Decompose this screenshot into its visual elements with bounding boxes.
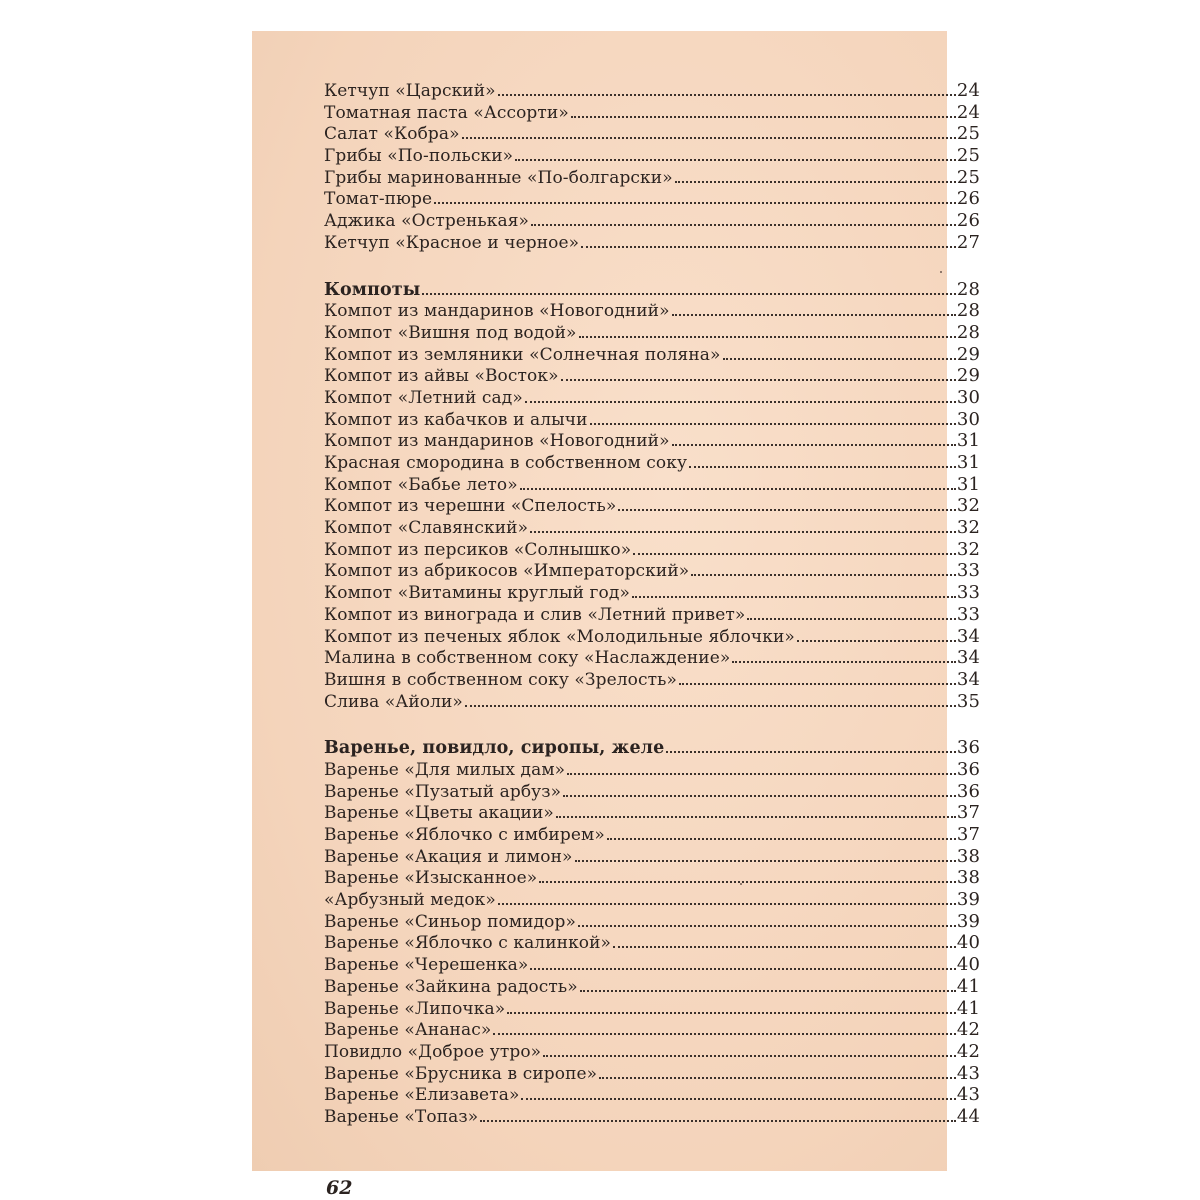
entry-title: Компот из винограда и слив «Летний привет» — [324, 604, 746, 625]
entry-title: Компот из мандаринов «Новогодний» — [324, 431, 670, 452]
dot-leader — [633, 553, 956, 555]
entry-page-number: 25 — [956, 166, 980, 188]
toc-entry — [324, 387, 980, 409]
entry-page-number: 32 — [956, 538, 980, 560]
toc-section-heading — [324, 737, 980, 759]
entry-page-number: 40 — [956, 954, 980, 976]
entry-title: Компот из кабачков и алычи — [324, 409, 588, 430]
dot-leader — [580, 990, 956, 992]
dot-leader — [732, 661, 956, 663]
entry-title: Варенье «Липочка» — [324, 998, 506, 1019]
toc-entry — [324, 647, 980, 669]
toc-entry — [324, 344, 980, 366]
entry-page-number: 29 — [956, 365, 980, 387]
dot-leader — [672, 314, 956, 316]
entry-title: Компот «Витамины круглый год» — [324, 583, 630, 604]
entry-page-number: 39 — [956, 910, 980, 932]
entry-title: Варенье «Синьор помидор» — [324, 911, 576, 932]
dot-leader — [434, 202, 956, 204]
dot-leader — [672, 444, 956, 446]
dot-leader — [422, 293, 956, 295]
entry-page-number: 25 — [956, 145, 980, 167]
entry-page-number: 32 — [956, 517, 980, 539]
toc-entry — [324, 669, 980, 691]
dot-leader — [689, 466, 956, 468]
toc-entry — [324, 300, 980, 322]
entry-title: Компот из печеных яблок «Молодильные яблочки» — [324, 626, 795, 647]
print-speck — [740, 883, 742, 885]
dot-leader — [691, 574, 956, 576]
entry-title: Томатная паста «Ассорти» — [324, 102, 569, 123]
toc-section — [324, 737, 980, 1127]
entry-page-number: 33 — [956, 560, 980, 582]
entry-title: Компот из персиков «Солнышко» — [324, 539, 632, 560]
entry-title: Салат «Кобра» — [324, 124, 460, 145]
entry-page-number: 36 — [956, 758, 980, 780]
entry-page-number: 33 — [956, 582, 980, 604]
dot-leader — [607, 838, 956, 840]
toc-entry — [324, 604, 980, 626]
entry-title: Грибы «По-польски» — [324, 146, 514, 167]
entry-title: Варенье «Цветы акации» — [324, 803, 554, 824]
toc-entry — [324, 365, 980, 387]
entry-page-number: 31 — [956, 430, 980, 452]
entry-page-number: 24 — [956, 101, 980, 123]
dot-leader — [556, 816, 956, 818]
entry-page-number: 43 — [956, 1084, 980, 1106]
dot-leader — [723, 358, 956, 360]
entry-title: Компот «Бабье лето» — [324, 474, 518, 495]
toc-entry — [324, 781, 980, 803]
entry-page-number: 25 — [956, 123, 980, 145]
page-number: 62 — [326, 1177, 353, 1199]
entry-title: Варенье «Топаз» — [324, 1106, 479, 1127]
entry-page-number: 42 — [956, 1040, 980, 1062]
entry-title: Грибы маринованные «По-болгарски» — [324, 167, 673, 188]
entry-page-number: 34 — [956, 647, 980, 669]
dot-leader — [520, 488, 956, 490]
dot-leader — [480, 1120, 956, 1122]
toc-entry — [324, 889, 980, 911]
dot-leader — [530, 968, 955, 970]
toc-entry — [324, 691, 980, 713]
toc-entry — [324, 759, 980, 781]
toc-entry — [324, 867, 980, 889]
entry-page-number: 36 — [956, 737, 980, 759]
dot-leader — [679, 683, 956, 685]
toc-entry — [324, 102, 980, 124]
toc-entry — [324, 1019, 980, 1041]
entry-page-number: 38 — [956, 867, 980, 889]
entry-page-number: 33 — [956, 603, 980, 625]
toc-entry — [324, 167, 980, 189]
toc-entry — [324, 802, 980, 824]
toc-entry — [324, 626, 980, 648]
entry-title: Варенье «Брусника в сиропе» — [324, 1063, 598, 1084]
dot-leader — [561, 379, 956, 381]
book-page — [252, 31, 980, 1199]
toc-entry — [324, 846, 980, 868]
entry-page-number: 30 — [956, 408, 980, 430]
dot-leader — [599, 1077, 956, 1079]
entry-page-number: 44 — [956, 1105, 980, 1127]
entry-page-number: 31 — [956, 452, 980, 473]
entry-title: Варенье «Акация и лимон» — [324, 846, 573, 867]
dot-leader — [797, 640, 956, 642]
toc-entry — [324, 932, 980, 954]
toc-entry — [324, 998, 980, 1020]
entry-title: Томат-пюре — [324, 189, 433, 210]
toc-entry — [324, 1063, 980, 1085]
entry-page-number: 41 — [956, 975, 980, 997]
dot-leader — [498, 94, 956, 96]
toc-entry — [324, 210, 980, 232]
entry-title: Компот «Летний сад» — [324, 387, 523, 408]
entry-title: «Арбузный медок» — [324, 890, 496, 911]
section-title: Варенье, повидло, сиропы, желе — [324, 738, 665, 759]
dot-leader — [632, 596, 956, 598]
toc-entry — [324, 322, 980, 344]
dot-leader — [579, 336, 956, 338]
toc-entry — [324, 1084, 980, 1106]
entry-page-number: 28 — [956, 300, 980, 322]
entry-title: Кетчуп «Красное и черное» — [324, 232, 580, 253]
entry-page-number: 28 — [956, 321, 980, 343]
dot-leader — [571, 116, 956, 118]
toc-entry — [324, 582, 980, 604]
toc-section — [324, 279, 980, 713]
dot-leader — [567, 773, 956, 775]
entry-title: Кетчуп «Царский» — [324, 81, 496, 101]
entry-page-number: 40 — [956, 932, 980, 954]
dot-leader — [531, 224, 956, 226]
dot-leader — [613, 946, 956, 948]
entry-title: Вишня в собственном соку «Зрелость» — [324, 669, 677, 690]
entry-page-number: 31 — [956, 473, 980, 495]
dot-leader — [539, 881, 956, 883]
dot-leader — [493, 1033, 956, 1035]
toc-entry — [324, 560, 980, 582]
entry-page-number: 39 — [956, 889, 980, 911]
toc-entry — [324, 123, 980, 145]
table-of-contents — [324, 80, 980, 1128]
entry-title: Варенье «Черешенка» — [324, 955, 529, 976]
dot-leader — [530, 531, 956, 533]
entry-title: Варенье «Пузатый арбуз» — [324, 781, 562, 802]
entry-title: Варенье «Яблочко с калинкой» — [324, 933, 612, 954]
entry-title: Варенье «Яблочко с имбирем» — [324, 825, 605, 845]
dot-leader — [590, 423, 956, 425]
toc-section — [324, 80, 980, 254]
entry-title: Малина в собственном соку «Наслаждение» — [324, 648, 731, 669]
toc-entry — [324, 1106, 980, 1128]
entry-page-number: 41 — [956, 997, 980, 1019]
dot-leader — [581, 246, 956, 248]
toc-entry — [324, 474, 980, 496]
dot-leader — [666, 751, 956, 753]
entry-title: Варенье «Изысканное» — [324, 868, 538, 889]
entry-title: Компот из мандаринов «Новогодний» — [324, 301, 670, 322]
toc-section-heading — [324, 279, 980, 301]
dot-leader — [521, 1098, 955, 1100]
entry-title: Компот из абрикосов «Императорский» — [324, 561, 690, 582]
entry-page-number: 26 — [956, 188, 980, 210]
toc-entry — [324, 232, 980, 254]
entry-page-number: 36 — [956, 780, 980, 802]
toc-entry — [324, 824, 980, 846]
entry-page-number: 28 — [956, 278, 980, 300]
entry-title: Компот из черешни «Спелость» — [324, 496, 617, 517]
entry-page-number: 30 — [956, 386, 980, 408]
toc-entry — [324, 409, 980, 431]
entry-title: Варенье «Зайкина радость» — [324, 976, 578, 997]
entry-title: Повидло «Доброе утро» — [324, 1041, 542, 1062]
dot-leader — [675, 181, 956, 183]
entry-page-number: 24 — [956, 80, 980, 101]
toc-entry — [324, 495, 980, 517]
toc-entry — [324, 1041, 980, 1063]
dot-leader — [515, 159, 956, 161]
dot-leader — [563, 795, 956, 797]
dot-leader — [465, 705, 956, 707]
section-title: Компоты — [324, 279, 421, 300]
entry-page-number: 32 — [956, 495, 980, 517]
entry-title: Слива «Айоли» — [324, 691, 463, 712]
dot-leader — [525, 401, 956, 403]
entry-page-number: 26 — [956, 210, 980, 232]
entry-page-number: 43 — [956, 1062, 980, 1084]
toc-entry — [324, 452, 980, 474]
entry-title: Компот «Славянский» — [324, 518, 529, 539]
dot-leader — [462, 137, 956, 139]
entry-page-number: 34 — [956, 668, 980, 690]
entry-title: Аджика «Остренькая» — [324, 211, 530, 232]
toc-entry — [324, 80, 980, 102]
entry-title: Компот из айвы «Восток» — [324, 366, 559, 387]
entry-page-number: 38 — [956, 845, 980, 867]
toc-entry — [324, 976, 980, 998]
entry-page-number: 42 — [956, 1019, 980, 1041]
toc-entry — [324, 188, 980, 210]
entry-page-number: 27 — [956, 231, 980, 253]
entry-page-number: 34 — [956, 625, 980, 647]
entry-page-number: 37 — [956, 802, 980, 824]
entry-title: Варенье «Для милых дам» — [324, 759, 566, 780]
dot-leader — [618, 509, 956, 511]
dot-leader — [575, 860, 956, 862]
dot-leader — [498, 903, 956, 905]
entry-title: Красная смородина в собственном соку — [324, 453, 688, 473]
entry-page-number: 37 — [956, 824, 980, 845]
entry-page-number: 29 — [956, 343, 980, 365]
toc-entry — [324, 539, 980, 561]
entry-title: Варенье «Елизавета» — [324, 1085, 520, 1106]
entry-title: Компот из земляники «Солнечная поляна» — [324, 344, 721, 365]
toc-entry — [324, 954, 980, 976]
toc-entry — [324, 430, 980, 452]
entry-title: Компот «Вишня под водой» — [324, 322, 577, 343]
toc-entry — [324, 911, 980, 933]
toc-entry — [324, 517, 980, 539]
dot-leader — [747, 618, 956, 620]
dot-leader — [507, 1012, 956, 1014]
entry-page-number: 35 — [956, 690, 980, 712]
print-speck — [940, 271, 942, 273]
toc-entry — [324, 145, 980, 167]
entry-title: Варенье «Ананас» — [324, 1020, 492, 1041]
dot-leader — [578, 925, 956, 927]
dot-leader — [543, 1055, 956, 1057]
